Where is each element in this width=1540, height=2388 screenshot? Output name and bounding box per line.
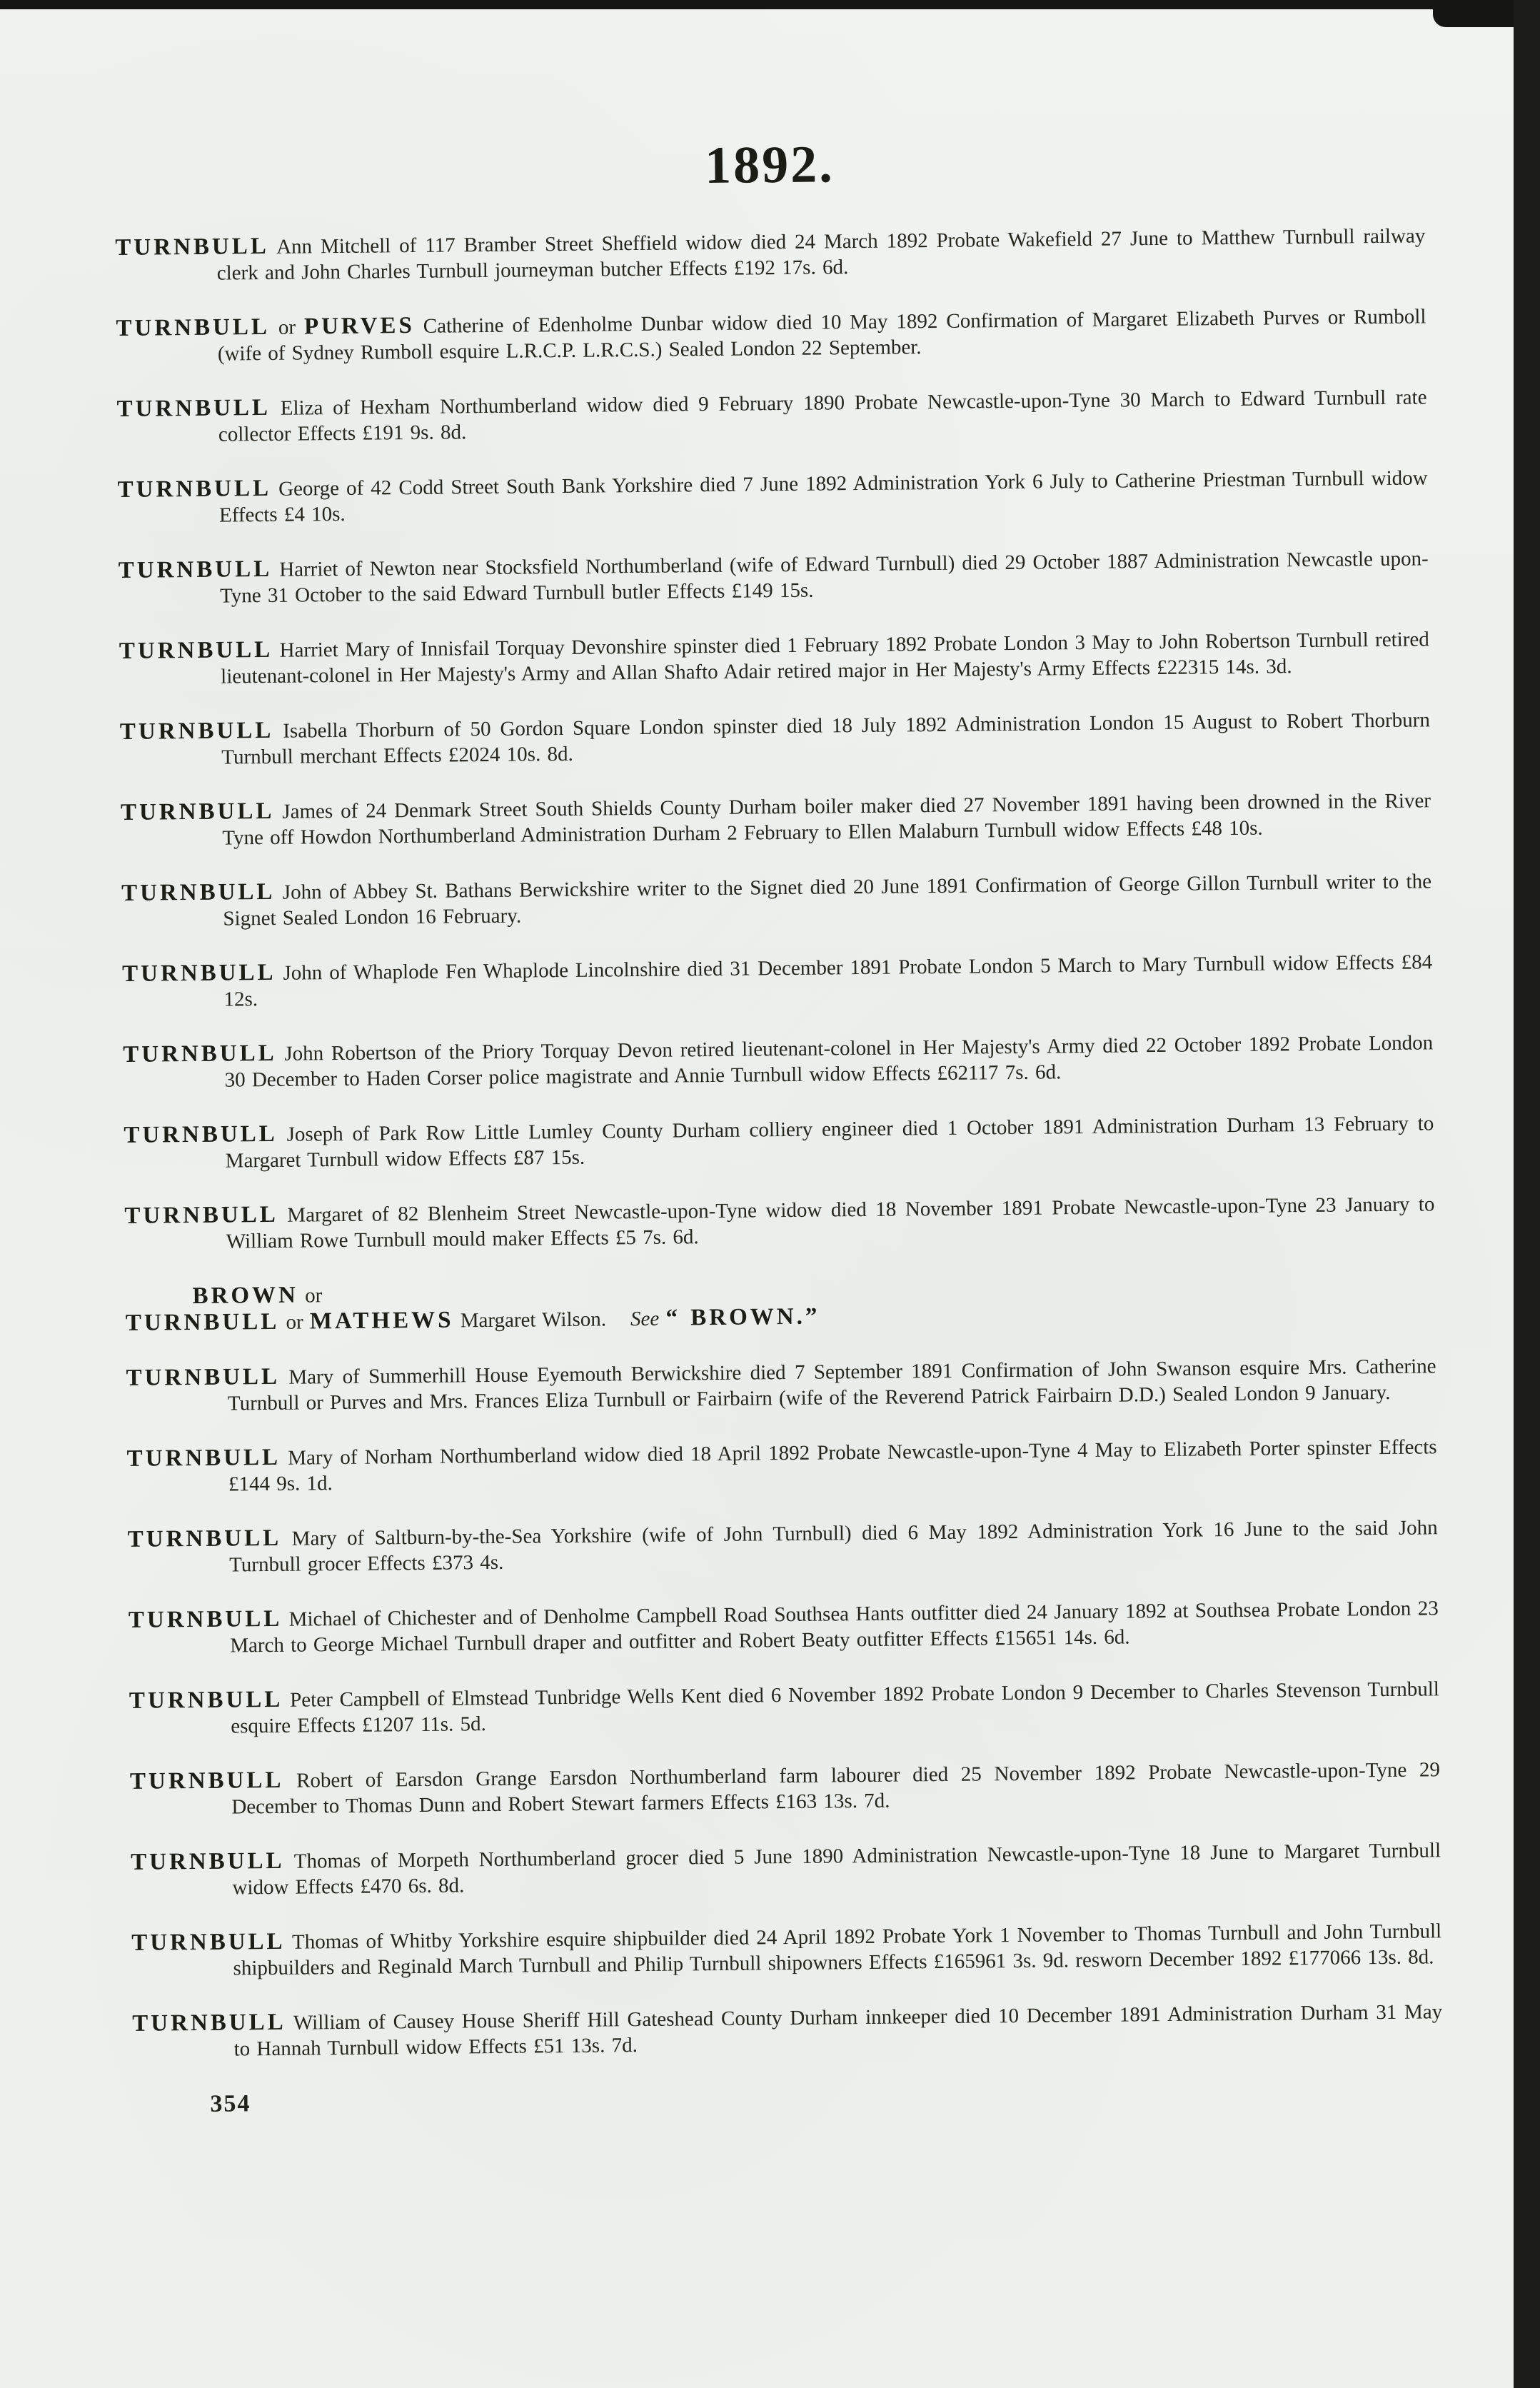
surname-headword: TURNBULL: [130, 1847, 285, 1875]
surname-headword: PURVES: [303, 312, 415, 340]
surname-headword: TURNBULL: [119, 636, 273, 664]
index-entry: TURNBULL John Robertson of the Priory Torquay Devon retired lieutenant-colonel in Her Majesty's Army died 22 October 1892 Probate London 30 December to Haden Corser police magistrate and Annie Turnbull widow Effects £62117 7s. 6d.: [123, 1031, 1434, 1092]
index-entry: TURNBULL Joseph of Park Row Little Lumley County Durham colliery engineer died 1 October 1891 Administration Durham 13 February to Margaret Turnbull widow Effects £87 15s.: [124, 1112, 1434, 1173]
surname-headword: TURNBULL: [118, 556, 273, 583]
index-entry: TURNBULL Thomas of Whitby Yorkshire esquire shipbuilder died 24 April 1892 Probate York 1 November to Thomas Turnbull and John Turnbull shipbuilders and Reginald March Turnbull and Philip Turnbull shipowners Effects £165961 3s. 9d. resworn December 1892 £177066 13s. 8d.: [131, 1920, 1442, 1980]
index-entry: TURNBULL John of Abbey St. Bathans Berwickshire writer to the Signet died 20 June 1891 Confirmation of George Gillon Turnbull writer to the Signet Sealed London 16 February.: [121, 870, 1432, 930]
surname-headword: TURNBULL: [129, 1767, 284, 1795]
see-reference-target: “ BROWN.”: [665, 1303, 820, 1331]
index-entry: TURNBULL John of Whaplode Fen Whaplode Lincolnshire died 31 December 1891 Probate London 5 March to Mary Turnbull widow Effects £84 12s.: [122, 950, 1433, 1011]
index-entry: TURNBULL Peter Campbell of Elmstead Tunbridge Wells Kent died 6 November 1892 Probate London 9 December to Charles Stevenson Turnbull esquire Effects £1207 11s. 5d.: [129, 1677, 1440, 1738]
surname-headword: TURNBULL: [126, 1363, 281, 1391]
index-entry: TURNBULL Margaret of 82 Blenheim Street Newcastle-upon-Tyne widow died 18 November 1891 Probate Newcastle-upon-Tyne 23 January to William Rowe Turnbull mould maker Effects £5 7s. 6d.: [124, 1193, 1435, 1253]
index-entry: TURNBULL Robert of Earsdon Grange Earsdon Northumberland farm labourer died 25 November 1892 Probate Newcastle-upon-Tyne 29 December to Thomas Dunn and Robert Stewart farmers Effects £163 13s. 7d.: [129, 1758, 1441, 1819]
surname-headword: TURNBULL: [120, 798, 275, 826]
index-entry: TURNBULL Michael of Chichester and of Denholme Campbell Road Southsea Hants outfitter died 24 January 1892 at Southsea Probate London 23 March to George Michael Turnbull draper and outfitter and Robert Beaty outfitter Effects £15651 14s. 6d.: [128, 1597, 1439, 1657]
surname-headword: TURNBULL: [128, 1605, 283, 1633]
index-entry: TURNBULL Mary of Summerhill House Eyemouth Berwickshire died 7 September 1891 Confirmation of John Swanson esquire Mrs. Catherine Turnbull or Purves and Mrs. Frances Eliza Turnbull or Fairbairn (wife of the Reverend Patrick Fairbairn D.D.) Sealed London 9 January.: [126, 1355, 1436, 1415]
surname-headword: MATHEWS: [309, 1307, 454, 1335]
surname-headword: TURNBULL: [124, 1120, 278, 1148]
surname-headword: TURNBULL: [123, 1040, 277, 1068]
surname-headword: BROWN: [192, 1282, 299, 1310]
index-entry: TURNBULL Isabella Thorburn of 50 Gordon Square London spinster died 18 July 1892 Administration London 15 August to Robert Thorburn Turnbull merchant Effects £2024 10s. 8d.: [119, 708, 1431, 769]
surname-headword: TURNBULL: [129, 1686, 283, 1714]
surname-headword: TURNBULL: [121, 878, 276, 906]
or-conjunction: or: [279, 1310, 311, 1334]
or-conjunction: or: [298, 1284, 323, 1308]
surname-headword: TURNBULL: [116, 394, 271, 422]
entry-list: [115, 222, 1442, 2062]
index-entry: TURNBULL Harriet of Newton near Stocksfield Northumberland (wife of Edward Turnbull) died 29 October 1887 Administration Newcastle upon-Tyne 31 October to the said Edward Turnbull butler Effects £149 15s.: [118, 547, 1429, 608]
probate-index-content: [114, 129, 1443, 2118]
index-entry: TURNBULL Harriet Mary of Innisfail Torquay Devonshire spinster died 1 February 1892 Probate London 3 May to John Robertson Turnbull retired lieutenant-colonel in Her Majesty's Army and Allan Shafto Adair retired major in Her Majesty's Army Effects £22315 14s. 3d.: [119, 628, 1429, 688]
index-entry: TURNBULL Thomas of Morpeth Northumberland grocer died 5 June 1890 Administration Newcastle-upon-Tyne 18 June to Margaret Turnbull widow Effects £470 6s. 8d.: [130, 1839, 1441, 1900]
surname-headword: TURNBULL: [126, 1444, 281, 1472]
scan-border-right: [1514, 0, 1540, 2388]
index-entry: TURNBULL William of Causey House Sheriff Hill Gateshead County Durham innkeeper died 10 December 1891 Administration Durham 31 May to Hannah Turnbull widow Effects £51 13s. 7d.: [132, 2000, 1443, 2061]
surname-headword: TURNBULL: [132, 2009, 286, 2037]
or-conjunction: or: [269, 316, 305, 339]
index-entry: TURNBULL or PURVES Catherine of Edenholme Dunbar widow died 10 May 1892 Confirmation of Margaret Elizabeth Purves or Rumboll (wife of Sydney Rumboll esquire L.R.C.P. L.R.C.S.) Sealed London 22 September.: [116, 305, 1426, 366]
year-heading: 1892.: [704, 135, 835, 196]
see-reference-label: See: [630, 1307, 660, 1331]
surname-headword: TURNBULL: [131, 1928, 286, 1956]
index-entry: TURNBULL Mary of Norham Northumberland widow died 18 April 1892 Probate Newcastle-upon-Tyne 4 May to Elizabeth Porter spinster Effects £144 9s. 1d.: [126, 1435, 1437, 1496]
index-entry: BROWN or TURNBULL or MATHEWS Margaret Wilson. See “ BROWN.”: [125, 1282, 820, 1336]
surname-headword: TURNBULL: [115, 233, 269, 261]
page-number: 354: [210, 2090, 251, 2117]
index-entry: TURNBULL Ann Mitchell of 117 Bramber Street Sheffield widow died 24 March 1892 Probate Wakefield 27 June to Matthew Turnbull railway clerk and John Charles Turnbull journeyman butcher Effects £192 17s. 6d.: [115, 224, 1426, 285]
surname-headword: TURNBULL: [119, 717, 274, 745]
index-entry: TURNBULL Mary of Saltburn-by-the-Sea Yorkshire (wife of John Turnbull) died 6 May 1892 Administration York 16 June to the said John Turnbull grocer Effects £373 4s.: [127, 1516, 1438, 1577]
surname-headword: TURNBULL: [117, 475, 272, 503]
surname-headword: TURNBULL: [122, 959, 276, 987]
surname-headword: TURNBULL: [124, 1201, 278, 1229]
surname-headword: TURNBULL: [116, 313, 271, 341]
surname-headword: TURNBULL: [127, 1525, 282, 1552]
index-entry: TURNBULL James of 24 Denmark Street South Shields County Durham boiler maker died 27 November 1891 having been drowned in the River Tyne off Howdon Northumberland Administration Durham 2 February to Ellen Malaburn Turnbull widow Effects £48 10s.: [120, 789, 1431, 850]
index-entry: TURNBULL Eliza of Hexham Northumberland widow died 9 February 1890 Probate Newcastle-upon-Tyne 30 March to Edward Turnbull rate collector Effects £191 9s. 8d.: [116, 386, 1427, 446]
surname-headword: TURNBULL: [125, 1308, 280, 1336]
scan-border-top: [0, 0, 1540, 9]
index-entry: TURNBULL George of 42 Codd Street South Bank Yorkshire died 7 June 1892 Administration York 6 July to Catherine Priestman Turnbull widow Effects £4 10s.: [117, 466, 1428, 527]
